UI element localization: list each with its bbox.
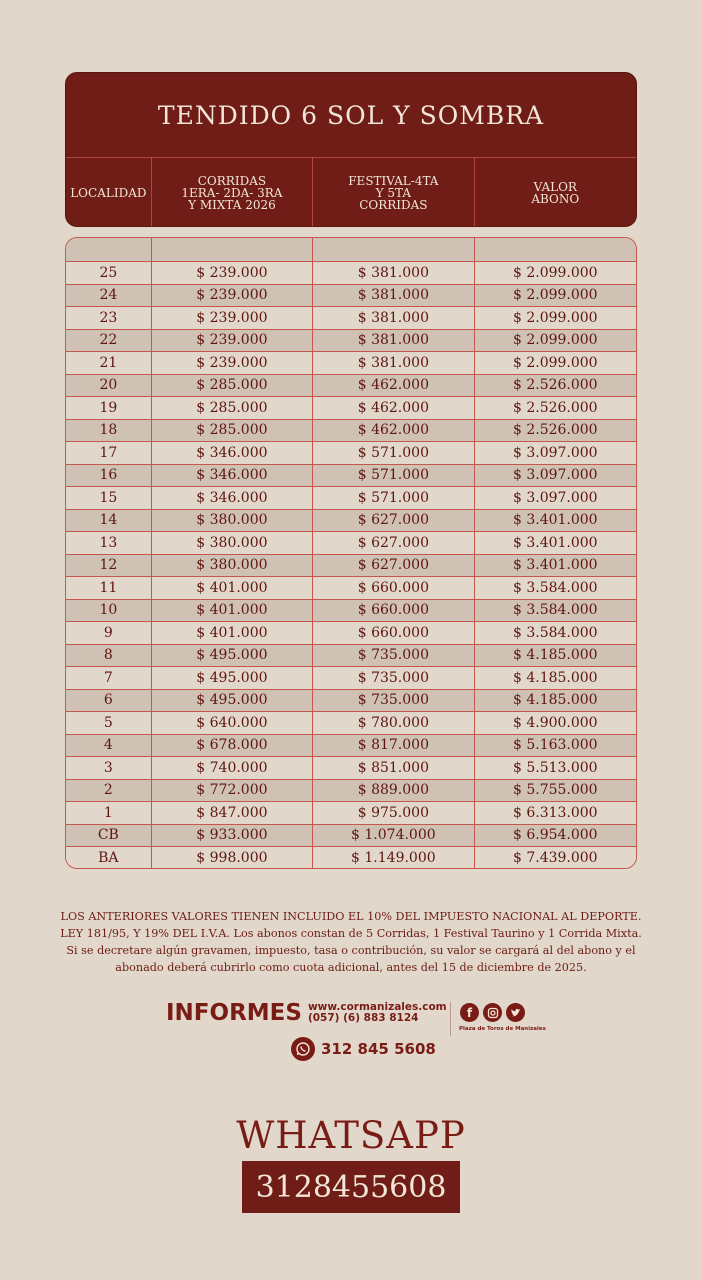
abono-price-cell: $ 2.099.000 (512, 287, 598, 304)
table-row (66, 487, 636, 510)
table-row (66, 555, 636, 578)
corridas-price-cell: $ 380.000 (152, 532, 313, 554)
localidad-cell: 4 (66, 735, 152, 757)
abono-price-cell: $ 3.097.000 (512, 489, 598, 506)
corridas-price-cell: $ 380.000 (152, 510, 313, 532)
abono-price-cell: $ 4.900.000 (512, 714, 598, 731)
localidad-cell: 6 (66, 690, 152, 712)
abono-price-cell: $ 2.099.000 (512, 309, 598, 326)
abono-price-cell: $ 2.526.000 (512, 399, 598, 416)
abono-price-cell: $ 3.401.000 (512, 534, 598, 551)
table-row (66, 262, 636, 285)
corridas-price-cell: $ 495.000 (152, 645, 313, 667)
localidad-cell: 24 (66, 285, 152, 307)
price-table (65, 237, 637, 869)
abono-price-cell: $ 2.526.000 (512, 422, 598, 439)
corridas-price-cell: $ 998.000 (152, 847, 313, 869)
festival-price-cell: $ 381.000 (313, 307, 474, 329)
table-row (66, 352, 636, 375)
abono-price-cell: $ 7.439.000 (512, 850, 598, 867)
table-row (66, 442, 636, 465)
table-row (66, 465, 636, 488)
localidad-cell: 8 (66, 645, 152, 667)
corridas-price-cell: $ 239.000 (152, 307, 313, 329)
abono-price-cell: $ 4.185.000 (512, 647, 598, 664)
abono-price-cell: $ 3.401.000 (512, 557, 598, 574)
abono-price-cell: $ 4.185.000 (512, 692, 598, 709)
column-headers (66, 158, 636, 227)
localidad-cell: 5 (66, 712, 152, 734)
column-header-corridas: CORRIDAS 1ERA- 2DA- 3RA Y MIXTA 2026 (152, 158, 313, 227)
table-header (65, 72, 637, 227)
festival-price-cell: $ 571.000 (313, 465, 474, 487)
corridas-price-cell: $ 678.000 (152, 735, 313, 757)
abono-price-cell: $ 3.401.000 (512, 512, 598, 529)
spacer-cell (313, 238, 474, 261)
corridas-price-cell: $ 285.000 (152, 420, 313, 442)
table-row (66, 532, 636, 555)
table-row (66, 600, 636, 623)
spacer-cell (66, 238, 152, 261)
localidad-cell: 17 (66, 442, 152, 464)
column-header-localidad: LOCALIDAD (66, 158, 152, 227)
plaza-label: Plaza de Toros de Manizales (459, 1026, 546, 1032)
festival-price-cell: $ 851.000 (313, 757, 474, 779)
localidad-cell: 25 (66, 262, 152, 284)
festival-price-cell: $ 780.000 (313, 712, 474, 734)
abono-price-cell: $ 2.099.000 (512, 354, 598, 371)
festival-price-cell: $ 462.000 (313, 420, 474, 442)
festival-price-cell: $ 1.149.000 (313, 847, 474, 869)
festival-price-cell: $ 571.000 (313, 442, 474, 464)
festival-price-cell: $ 735.000 (313, 645, 474, 667)
table-row (66, 825, 636, 848)
corridas-price-cell: $ 847.000 (152, 802, 313, 824)
festival-price-cell: $ 381.000 (313, 262, 474, 284)
festival-price-cell: $ 660.000 (313, 622, 474, 644)
corridas-price-cell: $ 640.000 (152, 712, 313, 734)
table-row (66, 667, 636, 690)
informes-label: INFORMES (166, 1000, 302, 1026)
table-row (66, 397, 636, 420)
festival-price-cell: $ 381.000 (313, 285, 474, 307)
festival-price-cell: $ 1.074.000 (313, 825, 474, 847)
localidad-cell: 19 (66, 397, 152, 419)
corridas-price-cell: $ 401.000 (152, 600, 313, 622)
column-header-valor-abono: VALOR ABONO (531, 180, 580, 206)
corridas-price-cell: $ 495.000 (152, 690, 313, 712)
social-icons (460, 1003, 525, 1022)
column-header-festival: FESTIVAL-4TA Y 5TA CORRIDAS (313, 158, 474, 227)
spacer-cell (475, 238, 636, 261)
corridas-price-cell: $ 346.000 (152, 442, 313, 464)
localidad-cell: 9 (66, 622, 152, 644)
abono-price-cell: $ 5.513.000 (512, 759, 598, 776)
corridas-price-cell: $ 285.000 (152, 375, 313, 397)
abono-price-cell: $ 3.584.000 (512, 624, 598, 641)
festival-price-cell: $ 627.000 (313, 510, 474, 532)
festival-price-cell: $ 462.000 (313, 375, 474, 397)
table-row (66, 802, 636, 825)
table-row (66, 712, 636, 735)
divider (450, 1002, 451, 1036)
phone-number[interactable]: 312 845 5608 (321, 1040, 436, 1058)
instagram-icon[interactable] (483, 1003, 502, 1022)
table-row (66, 420, 636, 443)
abono-price-cell: $ 6.954.000 (512, 827, 598, 844)
table-spacer-row (66, 238, 636, 262)
corridas-price-cell: $ 772.000 (152, 780, 313, 802)
localidad-cell: 23 (66, 307, 152, 329)
twitter-icon[interactable] (506, 1003, 525, 1022)
whatsapp-icon[interactable] (291, 1037, 315, 1061)
table-row (66, 622, 636, 645)
corridas-price-cell: $ 239.000 (152, 352, 313, 374)
festival-price-cell: $ 889.000 (313, 780, 474, 802)
disclaimer-note: LOS ANTERIORES VALORES TIENEN INCLUIDO EL 10% DEL IMPUESTO NACIONAL AL DEPORTE. LEY 181/95, Y 19% DEL I.V.A. Los abonos constan de 5 Corridas, 1 Festival Taurino y 1 Corrida Mixta. Si se decretare algún gravamen, impuesto, tasa o contribución, su valor se cargará al del abono y el abonado deberá cubrirlo como cuota adicional, antes del 15 de diciembre de 2025. (60, 910, 642, 974)
localidad-cell: 16 (66, 465, 152, 487)
informes-block (166, 1000, 447, 1026)
localidad-cell: 11 (66, 577, 152, 599)
localidad-cell: 18 (66, 420, 152, 442)
corridas-price-cell: $ 933.000 (152, 825, 313, 847)
abono-price-cell: $ 2.099.000 (512, 264, 598, 281)
festival-price-cell: $ 817.000 (313, 735, 474, 757)
abono-price-cell: $ 5.163.000 (512, 737, 598, 754)
localidad-cell: BA (66, 847, 152, 869)
localidad-cell: 22 (66, 330, 152, 352)
table-row (66, 510, 636, 533)
corridas-price-cell: $ 239.000 (152, 330, 313, 352)
abono-price-cell: $ 4.185.000 (512, 669, 598, 686)
corridas-price-cell: $ 495.000 (152, 667, 313, 689)
table-row (66, 645, 636, 668)
corridas-price-cell: $ 401.000 (152, 577, 313, 599)
table-row (66, 690, 636, 713)
festival-price-cell: $ 735.000 (313, 690, 474, 712)
festival-price-cell: $ 571.000 (313, 487, 474, 509)
landline-number: (057) (6) 883 8124 (307, 1012, 419, 1024)
table-row (66, 847, 636, 869)
corridas-price-cell: $ 239.000 (152, 285, 313, 307)
festival-price-cell: $ 627.000 (313, 532, 474, 554)
festival-price-cell: $ 660.000 (313, 600, 474, 622)
facebook-icon[interactable]: f (460, 1003, 479, 1022)
contact-details (308, 1002, 447, 1024)
localidad-cell: CB (66, 825, 152, 847)
corridas-price-cell: $ 346.000 (152, 465, 313, 487)
localidad-cell: 20 (66, 375, 152, 397)
localidad-cell: 3 (66, 757, 152, 779)
festival-price-cell: $ 381.000 (313, 330, 474, 352)
localidad-cell: 1 (66, 802, 152, 824)
localidad-cell: 10 (66, 600, 152, 622)
abono-price-cell: $ 3.584.000 (512, 602, 598, 619)
localidad-cell: 7 (66, 667, 152, 689)
abono-price-cell: $ 5.755.000 (512, 782, 598, 799)
page-title: TENDIDO 6 SOL Y SOMBRA (66, 73, 636, 158)
festival-price-cell: $ 735.000 (313, 667, 474, 689)
abono-price-cell: $ 2.526.000 (512, 377, 598, 394)
table-row (66, 577, 636, 600)
table-row (66, 307, 636, 330)
localidad-cell: 14 (66, 510, 152, 532)
corridas-price-cell: $ 401.000 (152, 622, 313, 644)
corridas-price-cell: $ 346.000 (152, 487, 313, 509)
table-row (66, 285, 636, 308)
table-row (66, 735, 636, 758)
abono-price-cell: $ 3.584.000 (512, 579, 598, 596)
abono-price-cell: $ 3.097.000 (512, 467, 598, 484)
corridas-price-cell: $ 239.000 (152, 262, 313, 284)
website-link[interactable]: www.cormanizales.com (307, 1001, 447, 1013)
corridas-price-cell: $ 285.000 (152, 397, 313, 419)
abono-price-cell: $ 6.313.000 (512, 804, 598, 821)
table-row (66, 757, 636, 780)
table-row (66, 780, 636, 803)
abono-price-cell: $ 2.099.000 (512, 332, 598, 349)
corridas-price-cell: $ 740.000 (152, 757, 313, 779)
localidad-cell: 21 (66, 352, 152, 374)
festival-price-cell: $ 381.000 (313, 352, 474, 374)
abono-price-cell: $ 3.097.000 (512, 444, 598, 461)
festival-price-cell: $ 660.000 (313, 577, 474, 599)
localidad-cell: 15 (66, 487, 152, 509)
festival-price-cell: $ 975.000 (313, 802, 474, 824)
table-row (66, 375, 636, 398)
localidad-cell: 12 (66, 555, 152, 577)
localidad-cell: 2 (66, 780, 152, 802)
localidad-cell: 13 (66, 532, 152, 554)
festival-price-cell: $ 627.000 (313, 555, 474, 577)
whatsapp-number[interactable]: 3128455608 (242, 1161, 460, 1213)
spacer-cell (152, 238, 313, 261)
whatsapp-heading: WHATSAPP (236, 1114, 466, 1157)
table-row (66, 330, 636, 353)
festival-price-cell: $ 462.000 (313, 397, 474, 419)
corridas-price-cell: $ 380.000 (152, 555, 313, 577)
phone-block (291, 1037, 436, 1061)
